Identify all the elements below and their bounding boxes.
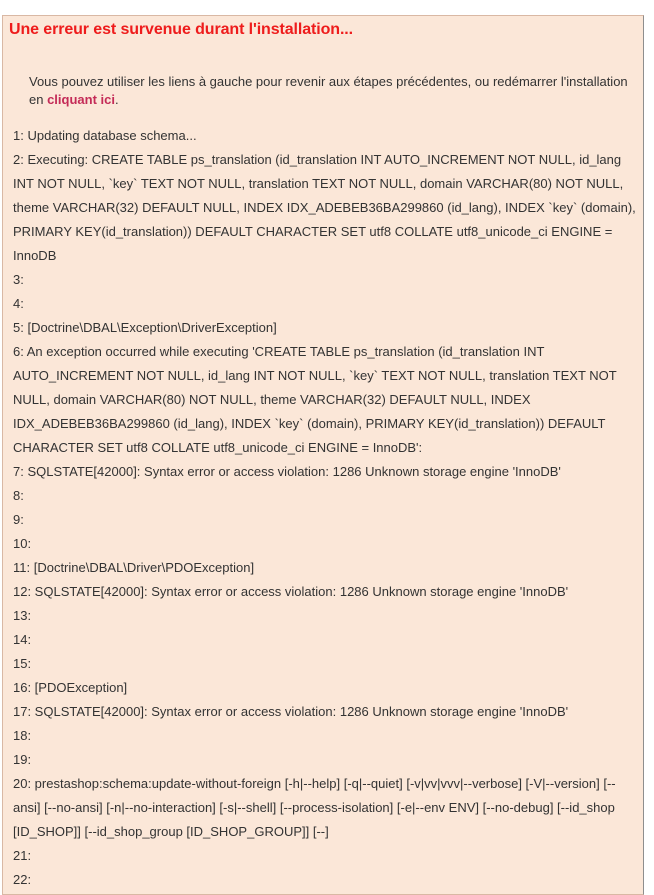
restart-installation-link[interactable]: cliquant ici: [47, 92, 115, 107]
log-line: 22:: [13, 872, 32, 887]
log-line: 5: [Doctrine\DBAL\Exception\DriverException]: [13, 320, 277, 335]
log-line: 17: SQLSTATE[42000]: Syntax error or access violation: 1286 Unknown storage engine 'InnoDB': [13, 704, 569, 719]
error-title: Une erreur est survenue durant l'installation...: [9, 21, 353, 38]
log-line: 21:: [13, 848, 32, 863]
log-line: 3:: [13, 272, 24, 287]
log-line: 1: Updating database schema...: [13, 128, 197, 143]
log-line: 2: Executing: CREATE TABLE ps_translation (id_translation INT AUTO_INCREMENT NOT NULL, id_lang INT NOT NULL, `key` TEXT NOT NULL, translation TEXT NOT NULL, domain VARCHAR(80) NOT NULL, theme VARCHAR(32) DEFAULT NULL, INDEX IDX_ADEBEB36BA299860 (id_lang), INDEX `key` (domain), PRIMARY KEY(id_translation)) DEFAULT CHARACTER SET utf8 COLLATE utf8_unicode_ci ENGINE = InnoDB: [13, 152, 636, 263]
log-line: 11: [Doctrine\DBAL\Driver\PDOException]: [13, 560, 255, 575]
error-log: [13, 124, 641, 892]
log-line: 6: An exception occurred while executing 'CREATE TABLE ps_translation (id_translation INT AUTO_INCREMENT NOT NULL, id_lang INT NOT NULL, `key` TEXT NOT NULL, translation TEXT NOT NULL, domain VARCHAR(80) NOT NULL, theme VARCHAR(32) DEFAULT NULL, INDEX IDX_ADEBEB36BA299860 (id_lang), INDEX `key` (domain), PRIMARY KEY(id_translation)) DEFAULT CHARACTER SET utf8 COLLATE utf8_unicode_ci ENGINE = InnoDB':: [13, 344, 617, 455]
log-line: 9:: [13, 512, 24, 527]
log-line: 7: SQLSTATE[42000]: Syntax error or access violation: 1286 Unknown storage engine 'InnoDB': [13, 464, 561, 479]
log-line: 10:: [13, 536, 32, 551]
log-line: 16: [PDOException]: [13, 680, 128, 695]
log-line: 20: prestashop:schema:update-without-foreign [-h|--help] [-q|--quiet] [-v|vv|vvv|--verbose] [-V|--version] [--ansi] [--no-ansi] [-n|--no-interaction] [-s|--shell] [--process-isolation] [-e|--env ENV] [--no-debug] [--id_shop [ID_SHOP]] [--id_shop_group [ID_SHOP_GROUP]] [--]: [13, 776, 616, 839]
intro-text: Vous pouvez utiliser les liens à gauche pour revenir aux étapes précédentes, ou redémarrer l'installation en: [29, 74, 628, 107]
log-line: 8:: [13, 488, 24, 503]
intro-end: .: [114, 92, 119, 107]
error-panel: [2, 15, 644, 895]
log-line: 18:: [13, 728, 32, 743]
log-line: 4:: [13, 296, 24, 311]
log-line: 15:: [13, 656, 32, 671]
log-line: 19:: [13, 752, 32, 767]
log-line: 13:: [13, 608, 32, 623]
intro-message: [29, 73, 634, 109]
log-line: 14:: [13, 632, 32, 647]
log-line: 12: SQLSTATE[42000]: Syntax error or access violation: 1286 Unknown storage engine 'InnoDB': [13, 584, 569, 599]
